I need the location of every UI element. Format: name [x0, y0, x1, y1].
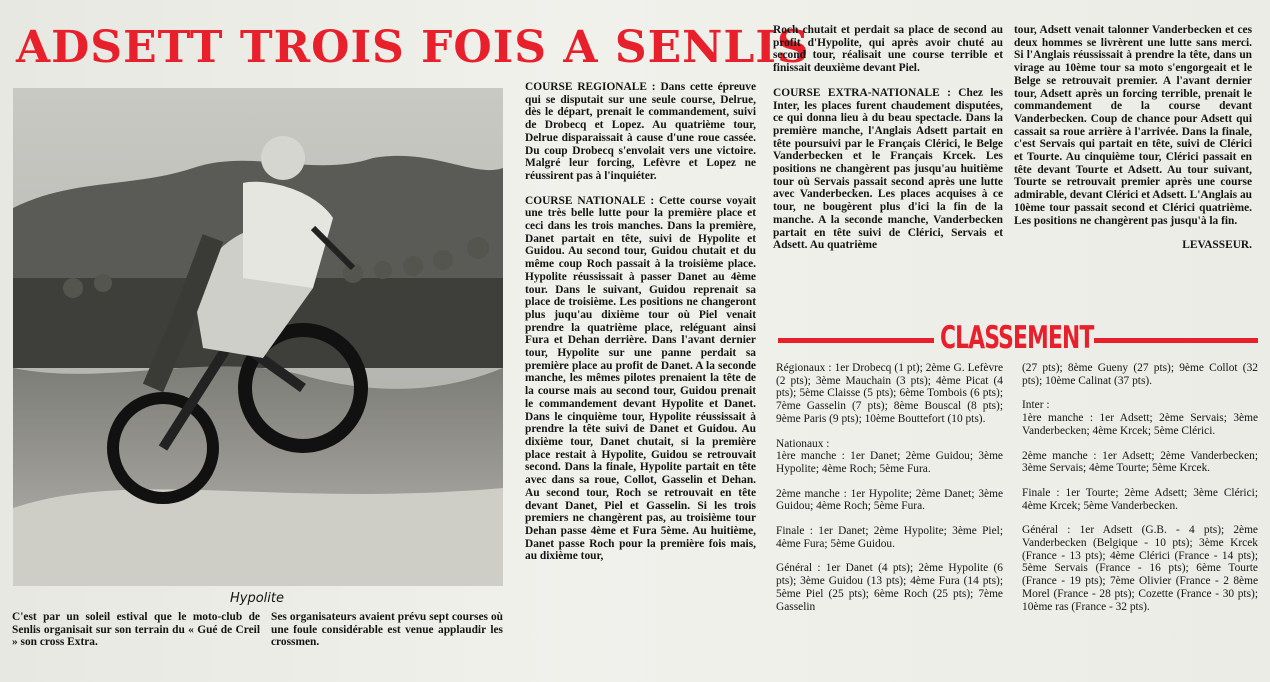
- classement-rule-right: [1094, 338, 1258, 343]
- inter-heading: Inter :: [1022, 399, 1050, 412]
- finale-paragraph: tour, Adsett venait talonner Vanderbecken et ces deux hommes se livrèrent une lutte sans merci. Si l'Anglais réussissait à prendre la tête, dans un virage au 10ème tour sa moto s'engorgeait et le Belge se retrouvait premier. A l'avant dernier tour, Adsett après un forcing terrible, prenait le commandement de la course devant Vanderbecken. Coup de chance pour Adsett qui cassait sa roue arrière à l'arrivée. Dans la finale, c'est Servais qui partait en tête, suivi de Clérici et Tourte. Au cinquième tour, Clérici passait en tête devant Tourte et Adsett. Au tour suivant, Tourte se retrouvait premier après une course admirable, devant Clérici et Adsett. L'Anglais au 10ème tour passait second et Clérici quatrième. Les positions ne changèrent pas jusqu'à la fin.: [1014, 24, 1252, 227]
- classement-heading: CLASSEMENT: [940, 320, 1094, 356]
- photo-caption: Hypolite: [230, 591, 284, 606]
- intro-right: Ses organisateurs avaient prévu sept courses où une foule considérable est venue applaudir les crossmen.: [271, 611, 503, 649]
- course-regionale-paragraph: COURSE REGIONALE : Dans cette épreuve qui se disputait sur une seule course, Delrue, dès le départ, prenait le commandement, suivi de Drobecq et Lopez. Au quatrième tour, Delrue disparaissait à cause d'une roue cassée. Du coup Drobecq s'envolait vers une victoire. Malgré leur forcing, Lefèvre et Lopez ne réussirent pas à l'inquiéter.: [525, 81, 756, 182]
- race-photo: [13, 88, 503, 586]
- article-column-2: [525, 81, 756, 575]
- nationaux-manche-1: 1ère manche : 1er Danet; 2ème Guidou; 3ème Hypolite; 4ème Roch; 5ème Fura.: [776, 450, 1003, 475]
- article-column-3: [773, 24, 1003, 264]
- course-extra-nationale-paragraph: COURSE EXTRA-NATIONALE : Chez les Inter, les places furent chaudement disputées, ce qui donna lieu à du beau spectacle. Dans la première manche, l'Anglais Adsett partait en tête poursuivi par le Français Clérici, le Belge Vanderbecken et le Français Krcek. Les positions ne changèrent pas jusqu'au huitième tour où Servais passait second après une lutte avec Vanderbecken. Les places acquises à ce tour, ne bougèrent plus d'ici la fin de la manche. A la seconde manche, Vanderbecken partait en tête suivi de Clérici, Servais et Adsett. Au quatrième: [773, 86, 1003, 252]
- inter-general: Général : 1er Adsett (G.B. - 4 pts); 2ème Vanderbecken (Belgique - 10 pts); 3ème Krcek (France - 13 pts); 4ème Clérici (France - 14 pts); 5ème Servais (France - 16 pts); 6ème Tourte (France - 19 pts); 7ème Olivier (France - 2 8ème Morel (France - 28 pts); Cozette (France - 30 pts); 10ème ras (France - 32 pts).: [1022, 524, 1258, 613]
- nationaux-general-continued: (27 pts); 8ème Gueny (27 pts); 9ème Collot (32 pts); 10ème Calinat (37 pts).: [1022, 362, 1258, 387]
- inter-manche-2: 2ème manche : 1er Adsett; 2ème Vanderbecken; 3ème Servais; 4ème Tourte; 5ème Krcek.: [1022, 449, 1258, 475]
- author-signature: LEVASSEUR.: [1182, 239, 1252, 252]
- nationaux-finale: Finale : 1er Danet; 2ème Hypolite; 3ème Piel; 4ème Fura; 5ème Guidou.: [776, 525, 1003, 550]
- nationaux-heading: Nationaux :: [776, 437, 830, 450]
- results-column-1: [776, 362, 1003, 625]
- regionaux-results: Régionaux : 1er Drobecq (1 pt); 2ème G. Lefèvre (2 pts); 3ème Mauchain (3 pts); 4ème Picat (4 pts); 5ème Claisse (5 pts); 6ème Tombois (6 pts); 7ème Gasselin (7 pts); 8ème Bouscal (8 pts); 9ème Paris (9 pts); 10ème Bouttefort (10 pts).: [776, 362, 1003, 425]
- nationaux-manche-2: 2ème manche : 1er Hypolite; 2ème Danet; 3ème Guidou; 4ème Roch; 5ème Fura.: [776, 487, 1003, 513]
- motocross-rider-image: [13, 88, 503, 586]
- results-column-2: [1022, 362, 1258, 625]
- course-nationale-paragraph: COURSE NATIONALE : Cette course voyait une très belle lutte pour la première place et ceci dans les trois manches. Dans la première, Danet partait en tête, suivi de Hypolite et Guidou. Au second tour, Guidou chutait et du même coup Roch passait à la troisième place. Hypolite réussissait à passer Danet au 4ème tour. Dans le suivant, Guidou reprenait sa place de troisième. Les positions ne changeront plus juqu'au dixième tour où Piel venait prendre la quatrième place, reléguant ainsi Fura et Dehan derrière. Dans l'avant dernier tour, Hypolite sur une panne perdait sa première place au profit de Danet. A la seconde manche, les mêmes pilotes prenaient la tête de la course mais au second tour, Guidou prenait le commandement devant Hypolite et Danet. Dans le cinquième tour, Hypolite réussissait à prendre la tête suivi de Danet et Guidou. Au dixième tour, Danet chutait, si la première place restait à Hypolite, Guidou se retrouvait second. Dans la finale, Hypolite partait en tête avec dans sa roue, Collot, Gasselin et Dehan. Au second tour, Roch se retrouvait en tête devant Danet, Piel et Gasselin. Si les trois premiers ne changèrent pas, au troisième tour Dehan passe 4ème et Fura 5ème. Au huitième, Danet passe Roch pour la première fois mais, au dixième tour,: [525, 194, 756, 563]
- headline: ADSETT TROIS FOIS A SENLIS: [16, 22, 810, 73]
- nationaux-general: Général : 1er Danet (4 pts); 2ème Hypolite (6 pts); 3ème Guidou (13 pts); 4ème Fura (14 pts); 5ème Piel (25 pts); 6ème Roch (25 pts); 7ème Gasselin: [776, 562, 1003, 613]
- classement-rule-left: [778, 338, 934, 343]
- article-column-4: [1014, 24, 1252, 264]
- inter-finale: Finale : 1er Tourte; 2ème Adsett; 3ème Clérici; 4ème Krcek; 5ème Vanderbecken.: [1022, 486, 1258, 512]
- roch-paragraph: Roch chutait et perdait sa place de second au profit d'Hypolite, qui après avoir chuté au second tour, réalisait une course terrible et finissait deuxième devant Piel.: [773, 24, 1003, 75]
- inter-manche-1: 1ère manche : 1er Adsett; 2ème Servais; 3ème Vanderbecken; 4ème Krcek; 5ème Clérici.: [1022, 412, 1258, 437]
- intro-left: C'est par un soleil estival que le moto-club de Senlis organisait sur son terrain du « Gué de Creil » son cross Extra.: [12, 611, 260, 649]
